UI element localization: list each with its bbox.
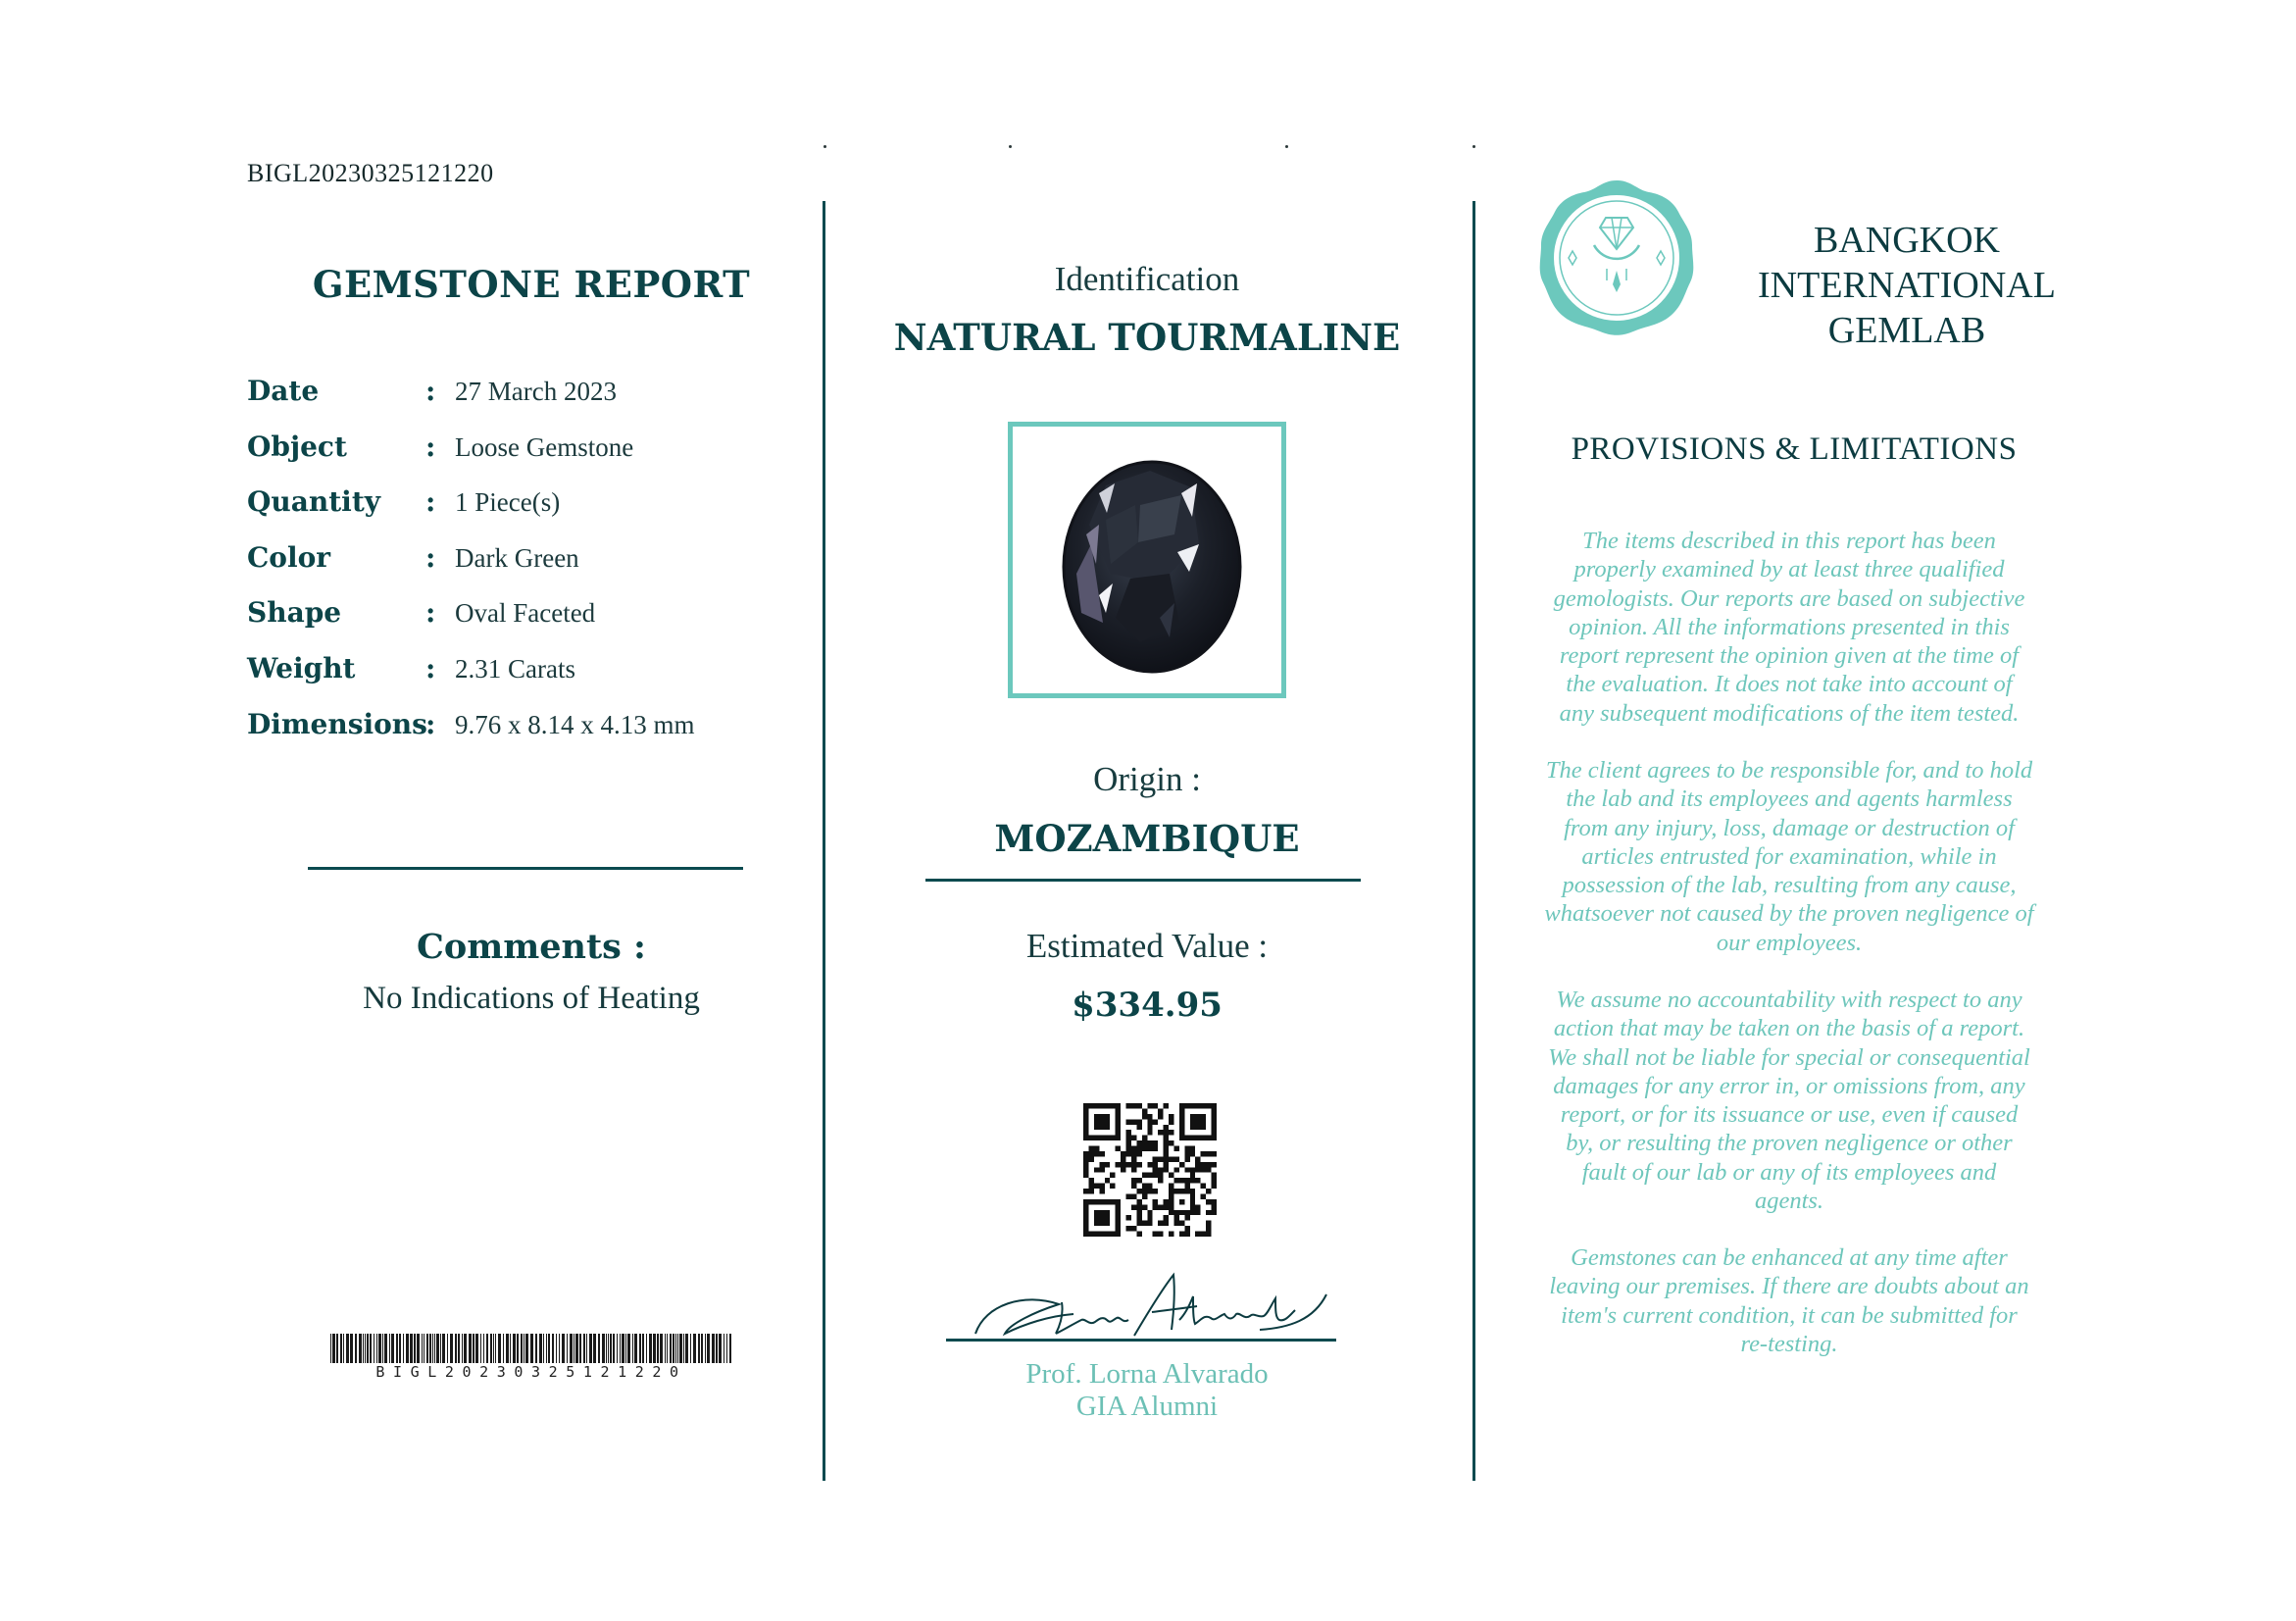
barcode-text: BIGL20230325121220: [375, 1363, 687, 1381]
provisions-paragraph: [1524, 756, 2054, 957]
specs-table: [247, 375, 695, 763]
provisions-line: our employees.: [1716, 929, 1863, 956]
spec-row-dimensions: [247, 708, 695, 764]
provisions-line: any subsequent modifications of the item tested.: [1559, 699, 2020, 727]
provisions-line: gemologists. Our reports are based on subjective: [1553, 584, 2025, 612]
spec-value: 9.76 x 8.14 x 4.13 mm: [455, 709, 695, 739]
spec-row-color: [247, 541, 695, 597]
lab-name-line: BANGKOK: [1814, 220, 2000, 261]
signature-line: [946, 1339, 1336, 1342]
provisions-line: from any injury, loss, damage or destruction of: [1564, 814, 2015, 841]
column-divider-left: [823, 201, 825, 1481]
report-id: BIGL20230325121220: [247, 159, 494, 187]
spec-row-object: [247, 431, 695, 486]
provisions-line: fault of our lab or any of its employees and: [1581, 1158, 1997, 1186]
provisions-line: by, or resulting the proven negligence or other: [1566, 1130, 2013, 1157]
provisions-title: PROVISIONS & LIMITATIONS: [1571, 431, 2018, 467]
comments-title: Comments :: [417, 927, 646, 967]
provisions-line: item's current condition, it can be submitted for: [1561, 1301, 2018, 1329]
provisions-line: Gemstones can be enhanced at any time after: [1571, 1244, 2008, 1271]
provisions-line: the lab and its employees and agents harmless: [1566, 785, 2013, 813]
divider-rule: [925, 879, 1361, 882]
decorative-dot: [1472, 145, 1475, 148]
spec-row-quantity: [247, 485, 695, 541]
provisions-line: re-testing.: [1740, 1330, 1838, 1357]
spec-label: Quantity: [247, 485, 381, 519]
gemstone-image: [1013, 427, 1281, 693]
barcode: [330, 1334, 732, 1363]
lab-seal-logo: [1535, 177, 1698, 339]
spec-colon: :: [425, 485, 436, 519]
estimated-value: $334.95: [1072, 986, 1223, 1025]
divider-rule: [308, 867, 743, 870]
decorative-dot: [824, 145, 826, 148]
lab-name: [1735, 218, 2078, 353]
provisions-line: The client agrees to be responsible for, and to hold: [1545, 757, 2033, 784]
identification-label: Identification: [1054, 260, 1240, 298]
decorative-dot: [1009, 145, 1012, 148]
spec-value: Loose Gemstone: [455, 431, 634, 462]
spec-value: 2.31 Carats: [455, 653, 575, 684]
spec-colon: :: [425, 651, 436, 684]
signer-title: GIA Alumni: [1075, 1391, 1219, 1422]
provisions-line: opinion. All the informations presented in this: [1569, 613, 2010, 640]
provisions-line: agents.: [1754, 1188, 1824, 1215]
spec-value: 27 March 2023: [455, 377, 617, 406]
spec-colon: :: [425, 596, 436, 630]
origin-value: MOZAMBIQUE: [994, 817, 1300, 860]
column-divider-right: [1472, 201, 1475, 1481]
origin-label: Origin :: [1093, 760, 1201, 798]
comments-text: No Indications of Heating: [363, 981, 700, 1016]
spec-label: Shape: [247, 596, 342, 630]
provisions-line: report, or for its issuance or use, even if caused: [1560, 1101, 2019, 1129]
spec-row-weight: [247, 652, 695, 708]
provisions-line: We shall not be liable for special or consequential: [1548, 1043, 2030, 1071]
spec-colon: :: [425, 375, 436, 407]
gemstone-photo-frame: [1008, 422, 1286, 698]
report-title: GEMSTONE REPORT: [312, 263, 751, 306]
qr-code[interactable]: [1082, 1103, 1218, 1237]
provisions-paragraph: [1524, 986, 2054, 1215]
spec-row-date: [247, 375, 695, 431]
provisions-line: leaving our premises. If there are doubts about an: [1549, 1273, 2029, 1300]
spec-label: Dimensions: [247, 707, 427, 740]
spec-label: Date: [247, 375, 320, 407]
spec-colon: :: [425, 707, 436, 740]
provisions-paragraph: [1524, 527, 2054, 728]
signature-image: [966, 1265, 1333, 1343]
provisions-line: the evaluation. It does not take into account of: [1566, 671, 2013, 698]
spec-value: Dark Green: [455, 542, 579, 573]
signer-name: Prof. Lorna Alvarado: [1025, 1358, 1269, 1390]
spec-label: Object: [247, 430, 347, 463]
provisions-line: We assume no accountability with respect to any: [1556, 987, 2022, 1013]
provisions-line: whatsoever not caused by the proven negligence of: [1544, 900, 2034, 928]
decorative-dot: [1285, 145, 1288, 148]
provisions-line: damages for any error in, or omissions from, any: [1553, 1072, 2025, 1099]
spec-colon: :: [425, 430, 436, 463]
provisions-line: report represent the opinion given at the time of: [1559, 642, 2020, 670]
spec-value: 1 Piece(s): [455, 487, 561, 518]
provisions-line: action that may be taken on the basis of a report.: [1553, 1015, 2025, 1042]
lab-name-line: INTERNATIONAL: [1758, 265, 2056, 306]
spec-row-shape: [247, 596, 695, 652]
provisions-line: articles entrusted for examination, while in: [1581, 842, 1997, 870]
spec-colon: :: [425, 540, 436, 574]
spec-label: Color: [247, 540, 331, 574]
identification-value: NATURAL TOURMALINE: [893, 316, 1401, 359]
spec-value: Oval Faceted: [455, 598, 596, 629]
provisions-line: possession of the lab, resulting from any cause,: [1562, 872, 2017, 899]
provisions-line: properly examined by at least three qualified: [1573, 556, 2005, 583]
lab-name-line: GEMLAB: [1827, 310, 1986, 351]
estimated-value-label: Estimated Value :: [1025, 927, 1269, 965]
spec-label: Weight: [247, 651, 356, 684]
provisions-paragraph: [1524, 1243, 2054, 1358]
provisions-line: The items described in this report has been: [1582, 528, 1996, 554]
